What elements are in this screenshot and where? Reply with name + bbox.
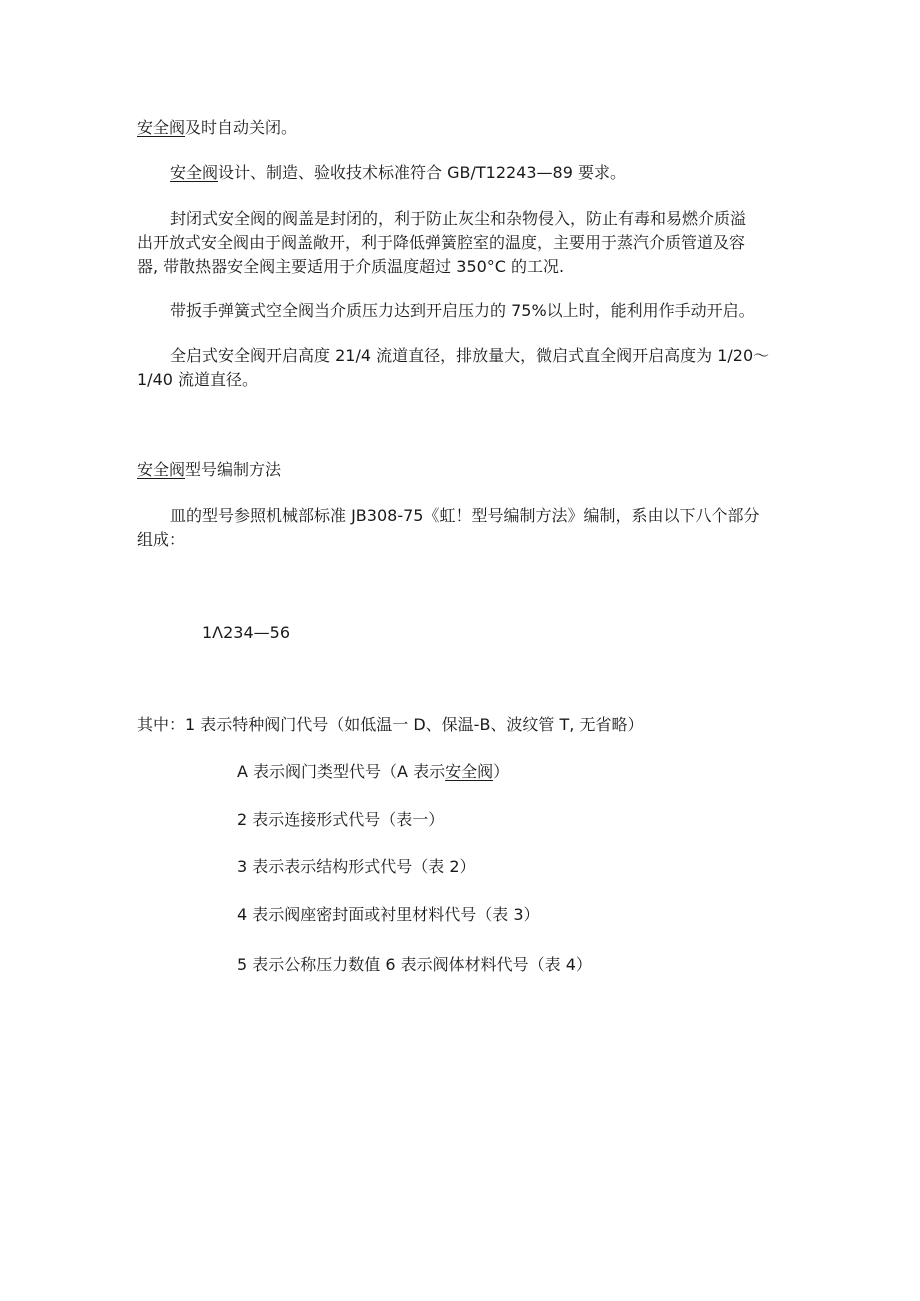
heading-text: 型号编制方法 [185, 460, 282, 479]
paragraph-standard [170, 163, 626, 183]
legend-item-4: 4 表示阀座密封面或衬里材料代号（表 3） [237, 905, 540, 924]
legend-intro: 其中：1 表示特种阀门代号（如低温一 D、保温-B、波纹管 T, 无省略） [137, 715, 644, 734]
paragraph-full-lift-line-1: 全启式安全阀开启高度 21/4 流道直径，排放量大，微启式直全阀开启高度为 1/20～ [170, 346, 770, 365]
paragraph-full-lift-line-2: 1/40 流道直径。 [137, 370, 259, 389]
paragraph-model-line-2: 组成： [137, 530, 186, 549]
paragraph-continuation [137, 118, 297, 138]
model-formula: 1Λ234—56 [202, 623, 291, 642]
paragraph-model-line-1: 皿的型号参照机械部标准 JB308-75《虹！型号编制方法》编制，系由以下八个部分 [170, 506, 760, 525]
paragraph-text: 设计、制造、验收技术标准符合 GB/T12243—89 要求。 [218, 163, 626, 182]
paragraph-closed-type-line-2: 出开放式安全阀由于阀盖敞开，利于降低弹簧腔室的温度，主要用于蒸汽介质管道及容 [137, 233, 746, 252]
term-safety-valve: 安全阀 [137, 118, 186, 137]
paragraph-text: 及时自动关闭。 [185, 118, 298, 137]
paragraph-wrench-type: 带扳手弹簧式空全阀当介质压力达到开启压力的 75%以上时，能利用作手动开启。 [170, 301, 755, 320]
term-safety-valve: 安全阀 [445, 762, 494, 781]
legend-item-5: 5 表示公称压力数值 6 表示阀体材料代号（表 4） [237, 955, 592, 974]
term-safety-valve: 安全阀 [137, 460, 186, 479]
paragraph-closed-type-line-1: 封闭式安全阀的阀盖是封闭的，利于防止灰尘和杂物侵入，防止有毒和易燃介质溢 [170, 209, 747, 228]
paragraph-closed-type-line-3: 器, 带散热器安全阀主要适用于介质温度超过 350°C 的工况. [137, 257, 565, 276]
section-heading [137, 460, 281, 480]
legend-text: ） [493, 762, 510, 781]
term-safety-valve: 安全阀 [170, 163, 219, 182]
legend-text: A 表示阀门类型代号（A 表示 [237, 762, 446, 781]
legend-item-2: 2 表示连接形式代号（表一） [237, 810, 445, 829]
legend-item-a [237, 762, 509, 782]
legend-item-3: 3 表示表示结构形式代号（表 2） [237, 857, 476, 876]
